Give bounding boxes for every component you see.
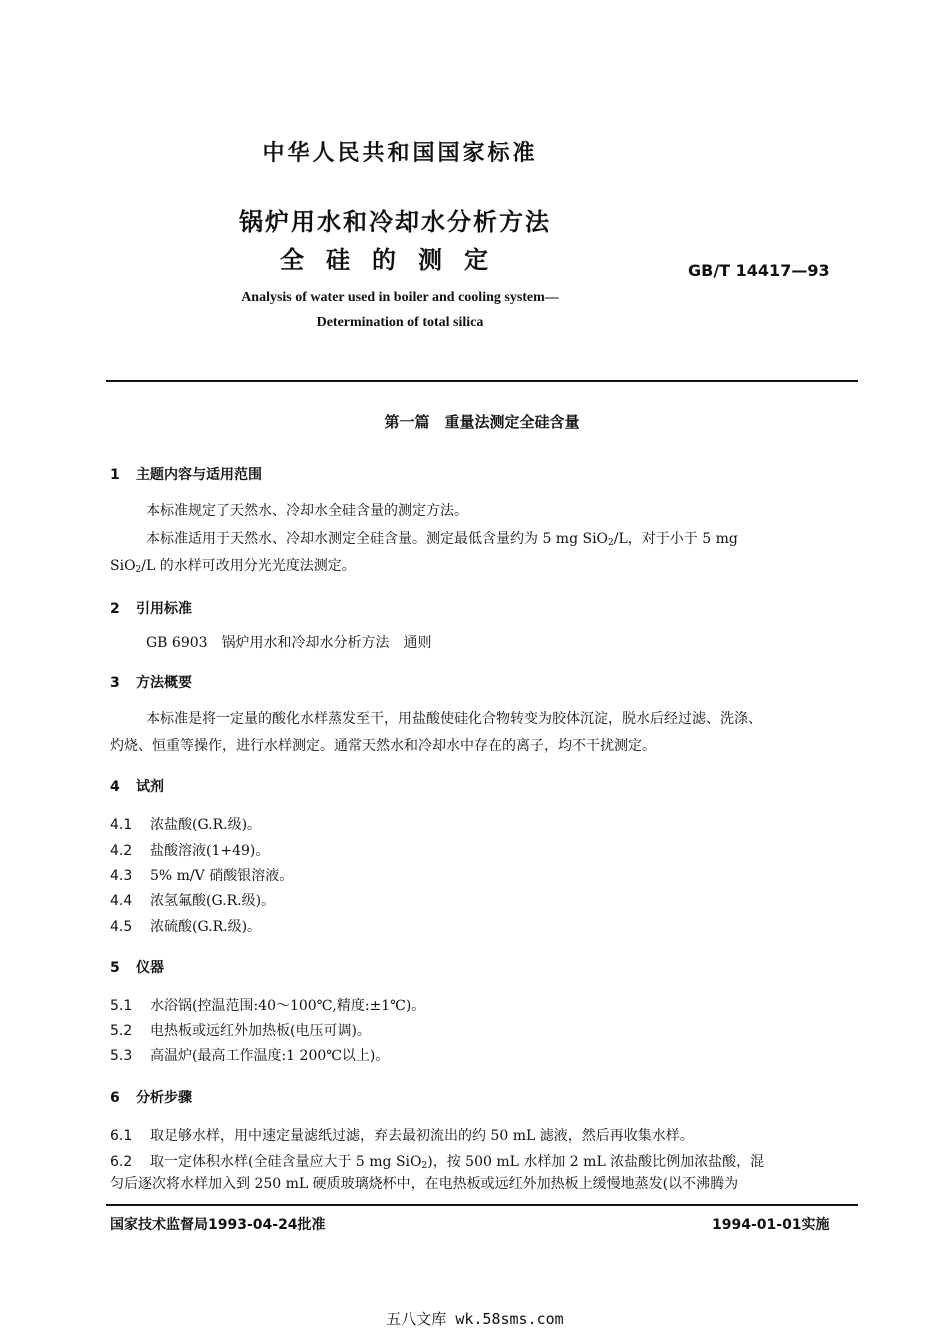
- section-title: 主题内容与适用范围: [136, 467, 262, 483]
- section-title: 引用标准: [136, 601, 192, 617]
- paragraph: 本标准是将一定量的酸化水样蒸发至干，用盐酸使硅化合物转变为胶体沉淀，脱水后经过滤、洗涤、: [146, 711, 762, 727]
- list-item: 4.4 浓氢氟酸(G.R.级)。: [110, 893, 276, 909]
- section-number: 3: [110, 675, 120, 691]
- national-standard-heading: 中华人民共和国国家标准: [262, 141, 538, 166]
- list-item: 5.3 高温炉(最高工作温度:1 200℃以上)。: [110, 1048, 390, 1064]
- list-item: 5.2 电热板或远红外加热板(电压可调)。: [110, 1023, 371, 1039]
- standard-number: GB/T 14417—93: [688, 261, 830, 280]
- list-item: 4.5 浓硫酸(G.R.级)。: [110, 919, 262, 935]
- section-title: 仪器: [136, 960, 164, 976]
- list-item: 6.2 取一定体积水样(全硅含量应大于 5 mg SiO$_2$)，按 500 mL 水样加 2 mL 浓盐酸比例加浓盐酸，混: [110, 1154, 765, 1171]
- english-title-line1: Analysis of water used in boiler and cooling system—: [241, 290, 559, 305]
- section-heading-1: [110, 464, 262, 484]
- english-title-line2: Determination of total silica: [316, 315, 484, 330]
- effective-date: 1994-01-01实施: [712, 1217, 830, 1233]
- watermark-text: 五八文库 wk.58sms.com: [386, 1310, 564, 1328]
- section-title: 方法概要: [136, 675, 192, 691]
- list-item: 4.2 盐酸溶液(1+49)。: [110, 843, 270, 859]
- section-heading-5: [110, 957, 164, 977]
- paragraph: 本标准规定了天然水、冷却水全硅含量的测定方法。: [146, 503, 468, 519]
- list-item: 6.1 取足够水样，用中速定量滤纸过滤，弃去最初流出的约 50 mL 滤液，然后再收集水样。: [110, 1128, 694, 1144]
- section-title: 试剂: [136, 779, 164, 795]
- approval-note: 国家技术监督局1993-04-24批准: [110, 1217, 326, 1233]
- section-title: 分析步骤: [136, 1090, 192, 1106]
- paragraph: 本标准适用于天然水、冷却水测定全硅含量。测定最低含量约为 5 mg SiO$_2$/L，对于小于 5 mg: [146, 531, 738, 548]
- reference-standard: GB 6903 锅炉用水和冷却水分析方法 通则: [146, 635, 432, 651]
- part-title: 第一篇 重量法测定全硅含量: [384, 413, 580, 431]
- section-number: 4: [110, 779, 120, 795]
- paragraph-continuation: 匀后逐次将水样加入到 250 mL 硬质玻璃烧杯中，在电热板或远红外加热板上缓慢地蒸发(以不沸腾为: [110, 1176, 739, 1192]
- list-item: 4.1 浓盐酸(G.R.级)。: [110, 817, 262, 833]
- section-number: 6: [110, 1090, 120, 1106]
- section-number: 1: [110, 467, 120, 483]
- document-title-line2: 全硅的测定: [280, 246, 510, 274]
- list-item: 5.1 水浴锅(控温范围:40～100℃,精度:±1℃)。: [110, 998, 426, 1014]
- section-number: 2: [110, 601, 120, 617]
- section-number: 5: [110, 960, 120, 976]
- section-heading-3: [110, 672, 192, 692]
- list-item: 4.3 5% m/V 硝酸银溶液。: [110, 868, 294, 884]
- document-title-line1: 锅炉用水和冷却水分析方法: [239, 208, 551, 236]
- section-heading-2: [110, 598, 192, 618]
- section-heading-4: [110, 776, 164, 796]
- header-divider: [106, 380, 858, 382]
- paragraph-continuation: SiO$_2$/L 的水样可改用分光光度法测定。: [110, 558, 356, 575]
- paragraph-continuation: 灼烧、恒重等操作，进行水样测定。通常天然水和冷却水中存在的离子，均不干扰测定。: [110, 738, 656, 754]
- section-heading-6: [110, 1087, 192, 1107]
- footer-divider: [106, 1204, 858, 1206]
